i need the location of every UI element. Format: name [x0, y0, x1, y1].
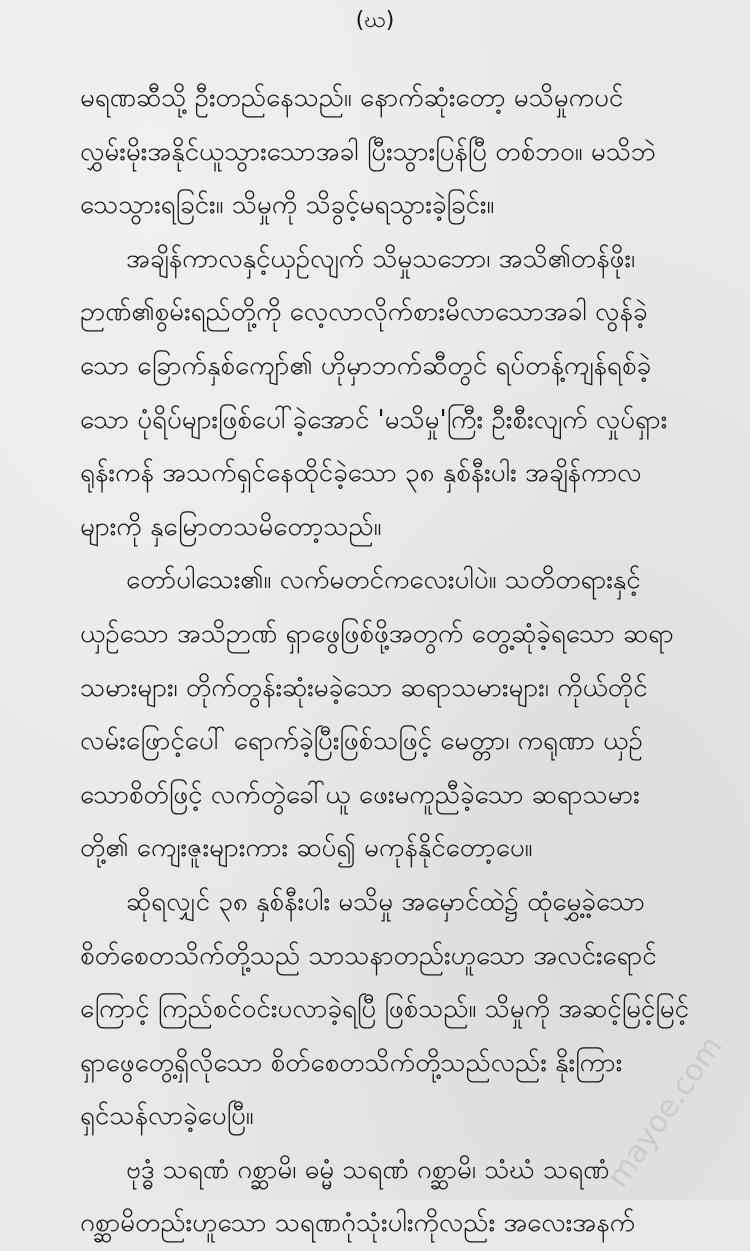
text-line: ဉာဏ်၏စွမ်းရည်တို့ကို လေ့လာလိုက်စားမိလာသောအခါ လွန်ခဲ့ [80, 297, 648, 328]
text-line: များကို နှမြောတသမိတော့သည်။ [80, 511, 382, 542]
text-line: အချိန်ကာလနှင့်ယှဉ်လျက် သိမှုသဘော၊ အသိ၏တန်ဖိုး၊ [126, 243, 636, 274]
text-line: စိတ်စေတသိက်တို့သည် သာသနာတည်းဟူသော အလင်းရောင် [80, 940, 657, 971]
paragraph-1 [80, 72, 695, 233]
text-line: တို့၏ ကျေးဇူးများကား ဆပ်၍ မကုန်နိုင်တော့ပေ။ [80, 833, 533, 864]
text-line: ရုန်းကန် အသက်ရှင်နေထိုင်ခဲ့သော ၃၈ နှစ်နီးပါး အချိန်ကာလ [80, 458, 642, 489]
text-line: တော်ပါသေး၏။ လက်မတင်ကလေးပါပဲ။ သတိတရားနှင့် [126, 565, 641, 596]
paragraph-2 [80, 233, 695, 555]
paragraph-4 [80, 876, 695, 1144]
text-line: သော ခြောက်နှစ်ကျော်၏ ဟိုမှာဘက်ဆီတွင် ရပ်တန့်ကျန်ရစ်ခဲ့ [80, 350, 652, 381]
text-line: သောစိတ်ဖြင့် လက်တွဲခေါ်ယူ ဖေးမကူညီခဲ့သော ဆရာသမား [80, 779, 640, 810]
paragraph-3 [80, 554, 695, 876]
text-line: ဗုဒ္ဓံ သရဏံ ဂစ္ဆာမိ၊ ဓမ္မံ သရဏံ ဂစ္ဆာမိ၊ သံဃံ သရဏံ [126, 1154, 610, 1185]
text-line: မရဏဆီသို့ ဦးတည်နေသည်။ နောက်ဆုံးတော့ မသိမှုကပင် [80, 83, 624, 113]
page-number: (ဃ) [355, 8, 395, 33]
text-line: ရှင်သန်လာခဲ့ပေပြီ။ [80, 1101, 254, 1132]
text-line: လွှမ်းမိုးအနိုင်ယူသွားသောအခါ ပြီးသွားပြန်ပြီ တစ်ဘဝ။ မသိဘဲ [80, 136, 656, 167]
paragraph-5 [80, 1144, 695, 1251]
text-line: ဂစ္ဆာမိတည်းဟူသော သရဏဂုံသုံးပါးကိုလည်း အလေးအနက် [80, 1208, 636, 1239]
text-line: ယှဉ်သော အသိဉာဏ် ရှာဖွေဖြစ်ဖို့အတွက် တွေ့ဆုံခဲ့ရသော ဆရာ [80, 618, 674, 649]
watermark: mayoe.com [600, 1029, 730, 1194]
text-line: လမ်းဖြောင့်ပေါ် ရောက်ခဲ့ပြီးဖြစ်သဖြင့် မေတ္တာ၊ ကရုဏာ ယှဉ် [80, 726, 643, 757]
text-line: ကြောင့် ကြည်စင်ဝင်းပလာခဲ့ရပြီ ဖြစ်သည်။ သိမှုကို အဆင့်မြင့်မြင့် [80, 994, 689, 1025]
text-line: သေသွားရခြင်း။ သိမှုကို သိခွင့်မရသွားခဲ့ခြင်း။ [80, 190, 495, 221]
text-line: သမားများ၊ တိုက်တွန်းဆုံးမခဲ့သော ဆရာသမားများ၊ ကိုယ်တိုင် [80, 672, 648, 703]
body-text [80, 72, 695, 1251]
text-line: ရှာဖွေတွေ့ရှိလိုသော စိတ်စေတသိက်တို့သည်လည်း နိုးကြား [80, 1047, 623, 1078]
text-line: ဆိုရလျှင် ၃၈ နှစ်နီးပါး မသိမှု အမှောင်ထဲ၌ ထုံမွှေ့ခဲ့သော [126, 886, 645, 917]
text-line: သော ပုံရိပ်များဖြစ်ပေါ်ခဲ့အောင် 'မသိမှု'ကြီး ဦးစီးလျက် လှုပ်ရှား [80, 404, 668, 435]
